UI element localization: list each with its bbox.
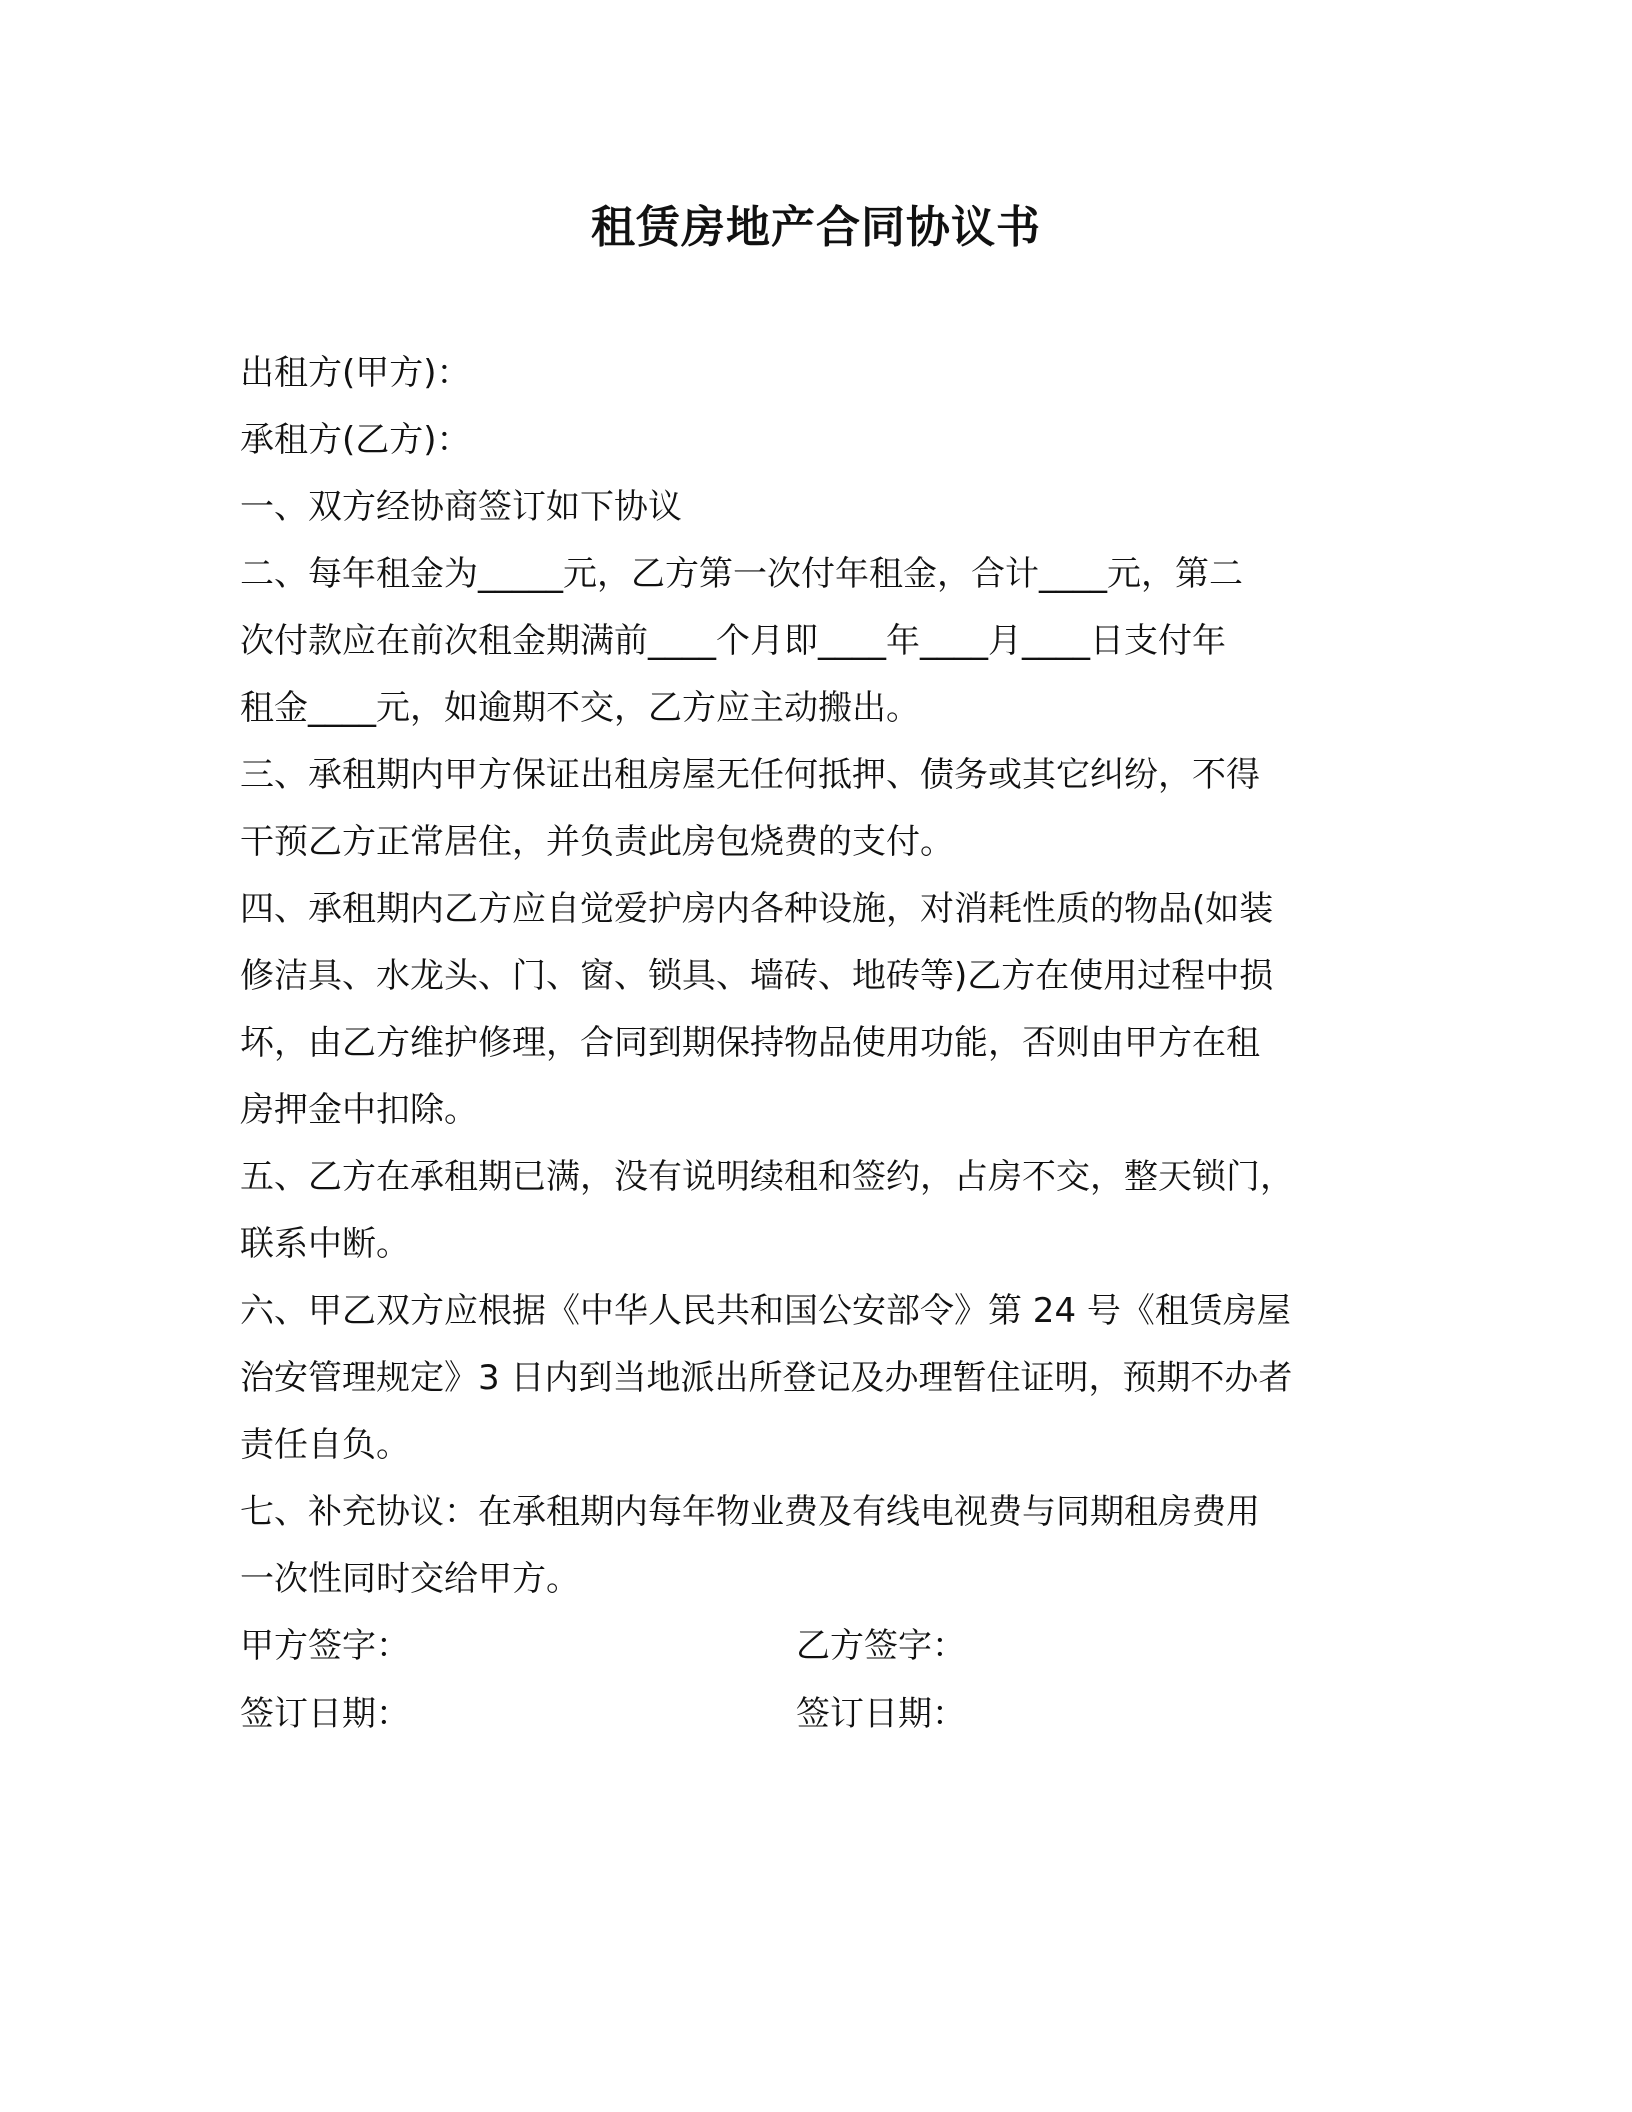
clause-line: 四、承租期内乙方应自觉爱护房内各种设施，对消耗性质的物品(如装 [240,889,1274,929]
party-a-date-label: 签订日期： [240,1694,410,1734]
party-a-signature-label: 甲方签字： [240,1626,410,1666]
clause-1 [240,474,1410,541]
clause-line: 租金____元，如逾期不交，乙方应主动搬出。 [240,688,920,728]
clause-4 [240,876,1410,1144]
clause-5 [240,1144,1410,1278]
lessee-label: 承租方(乙方)： [240,420,471,460]
party-b-signature-label: 乙方签字： [796,1626,966,1666]
party-b-date-label: 签订日期： [796,1694,966,1734]
clause-line: 修洁具、水龙头、门、窗、锁具、墙砖、地砖等)乙方在使用过程中损 [240,956,1274,996]
clause-line: 一次性同时交给甲方。 [240,1559,580,1599]
clause-line: 房押金中扣除。 [240,1090,478,1130]
clause-line: 三、承租期内甲方保证出租房屋无任何抵押、债务或其它纠纷，不得 [240,755,1260,795]
clause-line: 六、甲乙双方应根据《中华人民共和国公安部令》第 24 号《租赁房屋 [240,1291,1291,1331]
clause-line: 七、补充协议：在承租期内每年物业费及有线电视费与同期租房费用 [240,1492,1260,1532]
lessor-label: 出租方(甲方)： [240,353,471,393]
signature-block [240,1612,1410,1748]
signature-row [240,1612,1410,1680]
clause-line: 坏，由乙方维护修理，合同到期保持物品使用功能，否则由甲方在租 [240,1023,1260,1063]
clause-6 [240,1278,1410,1479]
clause-line: 干预乙方正常居住，并负责此房包烧费的支付。 [240,822,954,862]
clause-line: 联系中断。 [240,1224,410,1264]
clause-line: 一、双方经协商签订如下协议 [240,487,682,527]
clause-line: 治安管理规定》3 日内到当地派出所登记及办理暂住证明，预期不办者 [240,1358,1293,1398]
clause-line: 五、乙方在承租期已满，没有说明续租和签约，占房不交，整天锁门， [240,1157,1294,1197]
document-title: 租赁房地产合同协议书 [591,202,1041,253]
parties-block [240,340,1410,474]
clause-7 [240,1479,1410,1613]
clause-line: 次付款应在前次租金期满前____个月即____年____月____日支付年 [240,621,1226,661]
clause-line: 责任自负。 [240,1425,410,1465]
clause-3 [240,742,1410,876]
clause-2 [240,541,1410,742]
clause-line: 二、每年租金为_____元，乙方第一次付年租金，合计____元，第二 [240,554,1243,594]
signing-date-row [240,1680,1410,1748]
contract-body [240,340,1410,1613]
